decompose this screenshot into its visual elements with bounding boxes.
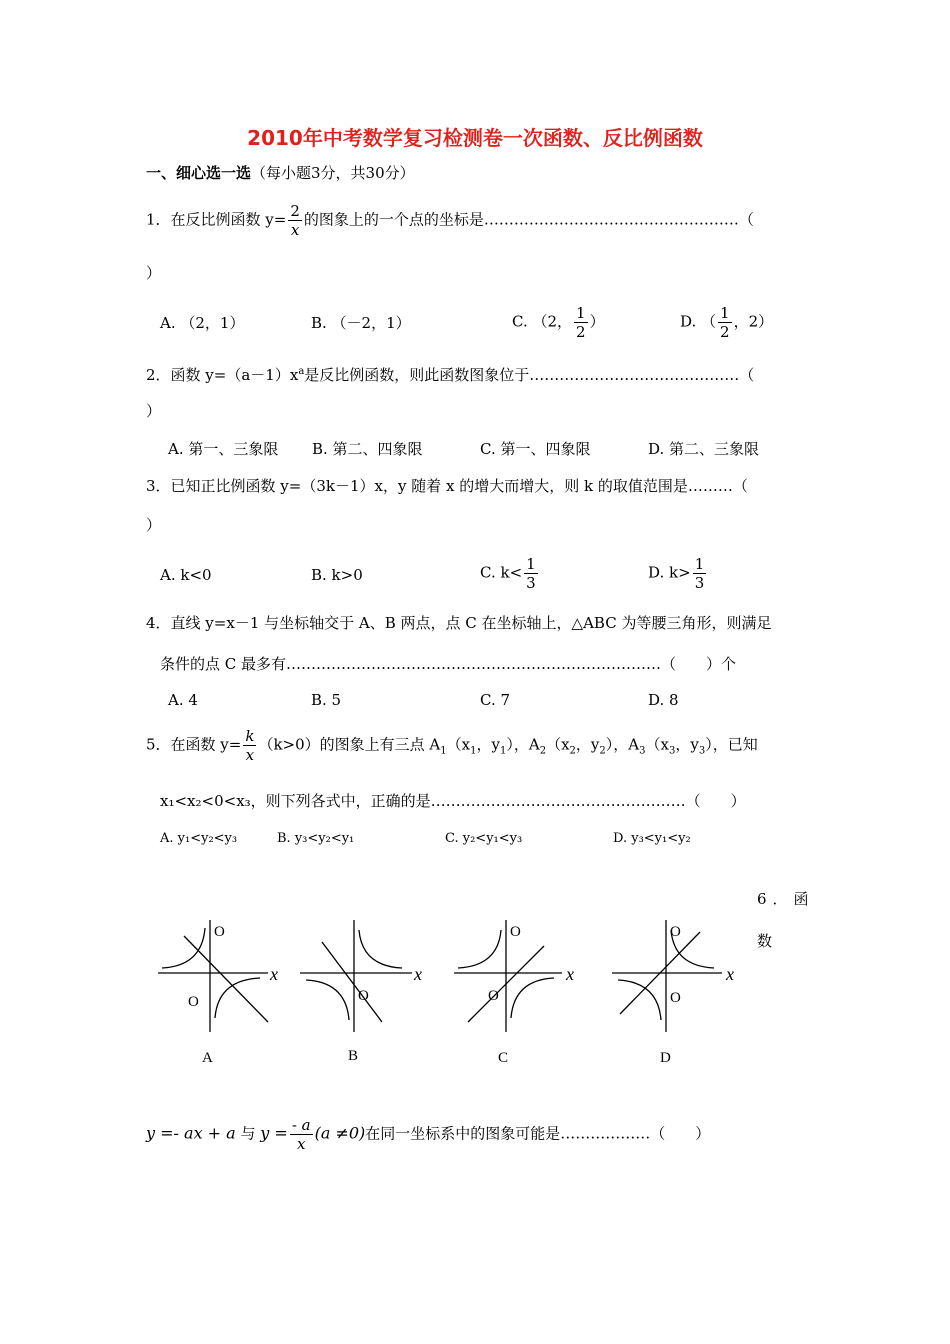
q1-c-num: 1: [576, 304, 586, 322]
q4-option-b[interactable]: B. 5: [311, 691, 342, 709]
graph-d-x-label: x: [726, 964, 734, 984]
q6-formula-line: [146, 1116, 710, 1153]
q5-p3b: ，y: [675, 735, 699, 754]
q2-text: 2．函数 y=（a－1）x: [146, 366, 299, 384]
graph-b-curve-right: [359, 930, 402, 968]
graph-b[interactable]: [300, 920, 412, 1032]
q1-option-c[interactable]: [512, 304, 605, 341]
page-title: 2010年中考数学复习检测卷一次函数、反比例函数: [247, 126, 703, 150]
q1-option-d[interactable]: [680, 304, 773, 341]
q1-suffix: 的图象上的一个点的坐标是……………………………………………（: [303, 210, 754, 229]
question-4-line2: 条件的点 C 最多有…………………………………………………………………（ ）个: [160, 655, 737, 673]
q5-p1: （x: [446, 735, 471, 754]
q1-d-post: ，2）: [733, 312, 774, 331]
graph-d-curve-left: [618, 980, 661, 1020]
q6-formula-right: y =: [260, 1123, 288, 1143]
graph-a-origin-top: O: [214, 924, 225, 940]
q2-option-b[interactable]: B. 第二、四象限: [312, 440, 423, 458]
q3-d-fraction: [693, 555, 707, 592]
q5-sub-a2: 2: [539, 745, 547, 757]
q5-sub-y3: 3: [698, 745, 706, 757]
q3-c-den: 3: [526, 574, 536, 592]
q2-option-c[interactable]: C. 第一、四象限: [480, 440, 591, 458]
section-heading: [146, 163, 415, 183]
q5-sub-y1: 1: [499, 745, 507, 757]
question-1: [146, 202, 754, 239]
graph-b-line: [322, 942, 382, 1022]
q3-close: ）: [146, 516, 162, 534]
q6-graphs: [150, 910, 750, 1070]
q1-c-post: ）: [589, 312, 605, 331]
graph-d-origin: O: [670, 990, 681, 1006]
q6-fraction: [290, 1116, 313, 1153]
graph-a-origin: O: [188, 994, 199, 1010]
q3-c-fraction: [524, 555, 538, 592]
q5-prefix: 5．在函数 y=: [146, 735, 242, 754]
q5-option-b[interactable]: B. y₃<y₂<y₁: [277, 831, 355, 846]
q6-number-cont: 数: [757, 932, 773, 950]
q5-option-a[interactable]: A. y₁<y₂<y₃: [160, 831, 238, 846]
q5-p2b: ，y: [575, 735, 600, 754]
q3-option-d[interactable]: [648, 555, 708, 592]
graph-c-curve-right: [511, 978, 554, 1018]
q1-d-fraction: [718, 304, 732, 341]
q2-suffix: 是反比例函数，则此函数图象位于……………………………………（: [304, 366, 755, 384]
q3-c-pre: C. k<: [480, 563, 523, 582]
q3-option-a[interactable]: A. k<0: [160, 566, 212, 584]
q5-sub-y2: 2: [599, 745, 606, 757]
q5-option-d[interactable]: D. y₃<y₁<y₂: [613, 831, 691, 846]
q5-sub-x3: 3: [668, 745, 676, 757]
q5-sub-x1: 1: [470, 745, 477, 757]
question-4-line1: 4．直线 y=x－1 与坐标轴交于 A、B 两点，点 C 在坐标轴上，△ABC 为等腰三角形，则满足: [146, 614, 772, 632]
q5-p2: （x: [546, 735, 570, 754]
q1-d-num: 1: [720, 304, 730, 322]
q5-sub-a3: 3: [639, 745, 646, 757]
q5-p1b: ，y: [476, 735, 500, 754]
graph-c[interactable]: [454, 920, 562, 1032]
graph-c-origin-top: O: [510, 924, 521, 940]
graph-d-origin-top: O: [670, 924, 681, 940]
question-5: [146, 727, 758, 764]
q6-frac-den: x: [296, 1135, 306, 1153]
graph-c-x-label: x: [566, 964, 574, 984]
q1-c-pre: C. （2，: [512, 312, 573, 331]
q1-d-pre: D. （: [680, 312, 717, 331]
q5-mid: （k>0）的图象上有三点 A: [258, 735, 441, 754]
graph-b-label: B: [348, 1048, 359, 1064]
q1-fraction: [288, 202, 302, 239]
q2-option-d[interactable]: D. 第二、三象限: [648, 440, 760, 458]
q5-frac-den: x: [245, 746, 255, 764]
q1-c-den: 2: [576, 323, 586, 341]
q3-d-pre: D. k>: [648, 563, 691, 582]
q5-option-c[interactable]: C. y₂<y₁<y₃: [445, 831, 523, 846]
q6-formula-left: y =- ax + a: [146, 1123, 236, 1143]
graph-c-curve-left: [458, 930, 501, 968]
q1-c-fraction: [574, 304, 588, 341]
q6-frac-num: - a: [291, 1116, 311, 1134]
q3-c-num: 1: [526, 555, 536, 573]
graph-a[interactable]: [158, 920, 268, 1032]
graph-b-x-label: x: [414, 964, 422, 984]
question-5-line2: x₁<x₂<0<x₃，则下列各式中，正确的是……………………………………………（ ）: [160, 792, 746, 810]
q5-p3: （x: [645, 735, 669, 754]
q5-sub-a1: 1: [440, 745, 447, 757]
q1-close: ）: [146, 264, 162, 282]
q5-p3c: ），已知: [705, 735, 758, 754]
graph-a-curve-left: [162, 928, 205, 968]
graph-d[interactable]: [612, 920, 722, 1032]
q3-d-num: 1: [694, 555, 705, 573]
q2-close: ）: [146, 402, 162, 420]
graph-a-curve-right: [215, 978, 260, 1018]
q4-option-a[interactable]: A. 4: [168, 691, 198, 709]
q5-frac-num: k: [245, 727, 255, 745]
graph-c-label: C: [498, 1050, 509, 1066]
question-3: 3．已知正比例函数 y=（3k－1）x，y 随着 x 的增大而增大，则 k 的取值范围是………（: [146, 477, 748, 495]
question-2: [146, 362, 754, 385]
q3-option-b[interactable]: B. k>0: [311, 566, 363, 584]
q5-p1c: ），A: [506, 735, 540, 754]
q5-sub-x2: 2: [569, 745, 576, 757]
q6-and: 与: [240, 1124, 256, 1143]
section-title: 一、细心选一选: [146, 164, 252, 182]
q1-prefix: 1．在反比例函数 y=: [146, 210, 287, 229]
q1-frac-den: x: [290, 221, 300, 239]
graph-a-x-label: x: [270, 964, 278, 984]
q1-d-den: 2: [720, 323, 730, 341]
q3-option-c[interactable]: [480, 555, 540, 592]
q1-frac-num: 2: [290, 202, 300, 220]
graph-b-origin: O: [358, 988, 369, 1004]
q1-option-a[interactable]: A. （2，1）: [160, 314, 245, 332]
graph-b-curve-left: [306, 980, 349, 1020]
q6-suffix: 在同一坐标系中的图象可能是………………（ ）: [365, 1124, 711, 1143]
q6-condition: (a ≠0): [314, 1123, 366, 1143]
q3-d-den: 3: [694, 574, 705, 592]
q2-option-a[interactable]: A. 第一、三象限: [168, 440, 279, 458]
section-note: （每小题3分，共30分）: [251, 164, 415, 182]
graph-d-label: D: [660, 1050, 671, 1066]
q2-exponent: a: [298, 366, 305, 377]
q1-option-b[interactable]: B. （－2，1）: [311, 314, 411, 332]
graph-a-label: A: [202, 1050, 213, 1066]
q5-fraction: [243, 727, 256, 764]
q4-option-d[interactable]: D. 8: [648, 691, 679, 709]
q6-number: 6．函: [757, 890, 815, 908]
q4-option-c[interactable]: C. 7: [480, 691, 511, 709]
graph-c-origin: O: [488, 988, 499, 1004]
q5-p2c: ），A: [605, 735, 640, 754]
